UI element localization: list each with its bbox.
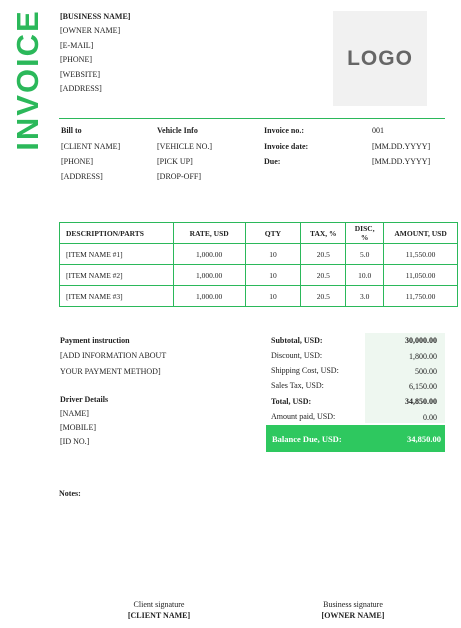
business-signature-name: [OWNER NAME] [321,611,385,620]
col-description: DESCRIPTION/PARTS [60,223,174,244]
sales-tax-value: 6,150.00 [409,382,437,391]
sales-tax-label: Sales Tax, USD: [271,381,324,390]
due-label: Due: [264,157,281,166]
col-qty: QTY [245,223,301,244]
logo-text: LOGO [347,46,413,70]
client-signature-name: [CLIENT NAME] [127,611,191,620]
item-amount: 11,750.00 [384,286,458,307]
item-disc: 3.0 [346,286,384,307]
vehicle-dropoff: [DROP-OFF] [157,172,202,181]
item-tax: 20.5 [301,265,346,286]
owner-name: [OWNER NAME] [60,26,121,35]
items-table [59,222,458,307]
table-row [60,244,458,265]
vehicle-no: [VEHICLE NO.] [157,142,213,151]
item-qty: 10 [245,244,301,265]
business-email: [E-MAIL] [60,41,94,50]
total-label: Total, USD: [271,397,312,406]
shipping-value: 500.00 [415,367,437,376]
col-disc: DISC, % [346,223,384,244]
table-row [60,286,458,307]
business-phone: [PHONE] [60,55,92,64]
item-tax: 20.5 [301,286,346,307]
item-disc: 5.0 [346,244,384,265]
item-amount: 11,550.00 [384,244,458,265]
shipping-label: Shipping Cost, USD: [271,366,339,375]
driver-details-label: Driver Details [60,395,109,404]
bill-to-label: Bill to [61,126,82,135]
col-rate: RATE, USD [173,223,245,244]
invoice-no-value: 001 [372,126,384,135]
business-signature-caption: Business signature [323,600,383,609]
item-rate: 1,000.00 [173,265,245,286]
vehicle-info-label: Vehicle Info [157,126,198,135]
invoice-title: INVOICE [10,9,45,151]
item-amount: 11,050.00 [384,265,458,286]
col-amount: AMOUNT, USD [384,223,458,244]
table-row [60,265,458,286]
amount-paid-value: 0.00 [423,413,437,422]
item-disc: 10.0 [346,265,384,286]
item-tax: 20.5 [301,244,346,265]
subtotal-value: 30,000.00 [405,336,437,345]
item-qty: 10 [245,286,301,307]
invoice-date-value: [MM.DD.YYYY] [372,142,431,151]
amount-paid-label: Amount paid, USD: [271,412,336,421]
discount-label: Discount, USD: [271,351,323,360]
totals-background [365,333,445,423]
driver-id: [ID NO.] [60,437,90,446]
due-value: [MM.DD.YYYY] [372,157,431,166]
notes-label: Notes: [59,489,81,498]
invoice-date-label: Invoice date: [264,142,309,151]
item-rate: 1,000.00 [173,286,245,307]
vehicle-pickup: [PICK UP] [157,157,193,166]
item-description: [ITEM NAME #3] [60,286,174,307]
discount-value: 1,800.00 [409,352,437,361]
item-description: [ITEM NAME #1] [60,244,174,265]
total-value: 34,850.00 [405,397,437,406]
col-tax: TAX, % [301,223,346,244]
logo-placeholder [333,11,427,106]
invoice-no-label: Invoice no.: [264,126,304,135]
balance-due-label: Balance Due, USD: [272,434,342,444]
item-rate: 1,000.00 [173,244,245,265]
payment-line-1: [ADD INFORMATION ABOUT [60,351,167,360]
table-header-row [60,223,458,244]
business-address: [ADDRESS] [60,84,102,93]
item-description: [ITEM NAME #2] [60,265,174,286]
driver-mobile: [MOBILE] [60,423,96,432]
header-divider [59,118,445,119]
bill-to-phone: [PHONE] [61,157,93,166]
item-qty: 10 [245,265,301,286]
bill-to-address: [ADDRESS] [61,172,103,181]
payment-instruction-label: Payment instruction [60,336,130,345]
business-website: [WEBSITE] [60,70,100,79]
driver-name: [NAME] [60,409,89,418]
client-signature-caption: Client signature [133,600,185,609]
subtotal-label: Subtotal, USD: [271,336,323,345]
payment-line-2: YOUR PAYMENT METHOD] [60,367,161,376]
balance-due-value: 34,850.00 [407,434,441,444]
business-name: [BUSINESS NAME] [60,12,131,21]
bill-to-client: [CLIENT NAME] [61,142,121,151]
